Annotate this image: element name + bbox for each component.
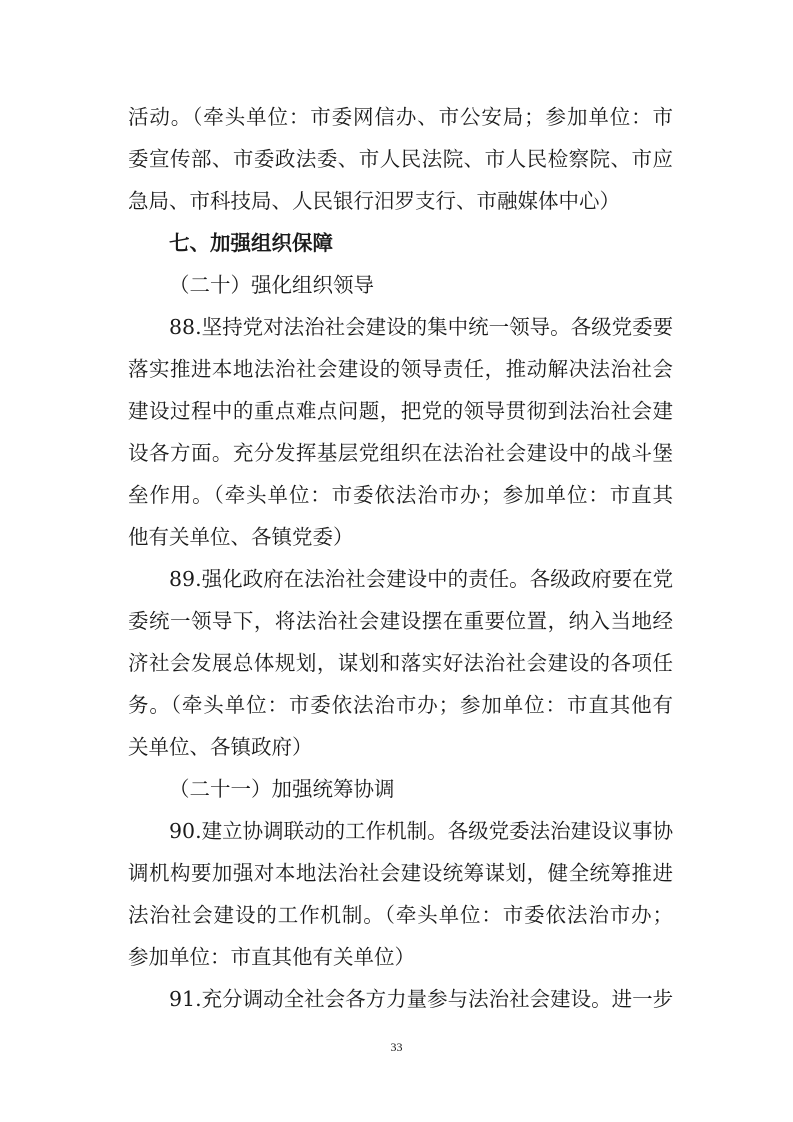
paragraph-88-line: 落实推进本地法治社会建设的领导责任，推动解决法治社会 <box>128 357 673 381</box>
paragraph-89-line: 89.强化政府在法治社会建设中的责任。各级政府要在党 <box>169 567 674 591</box>
section-heading: 七、加强组织保障 <box>169 231 333 255</box>
text-line: 急局、市科技局、人民银行汨罗支行、市融媒体中心） <box>128 189 620 213</box>
paragraph-88-line: 垒作用。（牵头单位：市委依法治市办；参加单位：市直其 <box>128 483 673 507</box>
paragraph-89-line: 务。（牵头单位：市委依法治市办；参加单位：市直其他有 <box>128 693 673 717</box>
page-number: 33 <box>390 1040 403 1054</box>
subsection-heading: （二十一）加强统筹协调 <box>169 777 395 801</box>
paragraph-90-line: 参加单位：市直其他有关单位） <box>128 945 415 969</box>
paragraph-90-line: 90.建立协调联动的工作机制。各级党委法治建设议事协 <box>169 819 674 843</box>
paragraph-89-line: 委统一领导下，将法治社会建设摆在重要位置，纳入当地经 <box>128 609 673 633</box>
paragraph-89-line: 济社会发展总体规划，谋划和落实好法治社会建设的各项任 <box>128 651 673 675</box>
paragraph-88-line: 他有关单位、各镇党委） <box>128 525 354 549</box>
subsection-heading: （二十）强化组织领导 <box>169 273 374 297</box>
paragraph-88-line: 88.坚持党对法治社会建设的集中统一领导。各级党委要 <box>169 315 674 339</box>
paragraph-89-line: 关单位、各镇政府） <box>128 735 313 759</box>
paragraph-90-line: 调机构要加强对本地法治社会建设统筹谋划，健全统筹推进 <box>128 861 673 885</box>
paragraph-88-line: 设各方面。充分发挥基层党组织在法治社会建设中的战斗堡 <box>128 441 673 465</box>
text-line: 活动。（牵头单位：市委网信办、市公安局；参加单位：市 <box>128 105 673 129</box>
paragraph-90-line: 法治社会建设的工作机制。（牵头单位：市委依法治市办； <box>128 903 673 927</box>
text-line: 委宣传部、市委政法委、市人民法院、市人民检察院、市应 <box>128 147 673 171</box>
paragraph-88-line: 建设过程中的重点难点问题，把党的领导贯彻到法治社会建 <box>128 399 673 423</box>
paragraph-91-line: 91.充分调动全社会各方力量参与法治社会建设。进一步 <box>169 987 674 1011</box>
